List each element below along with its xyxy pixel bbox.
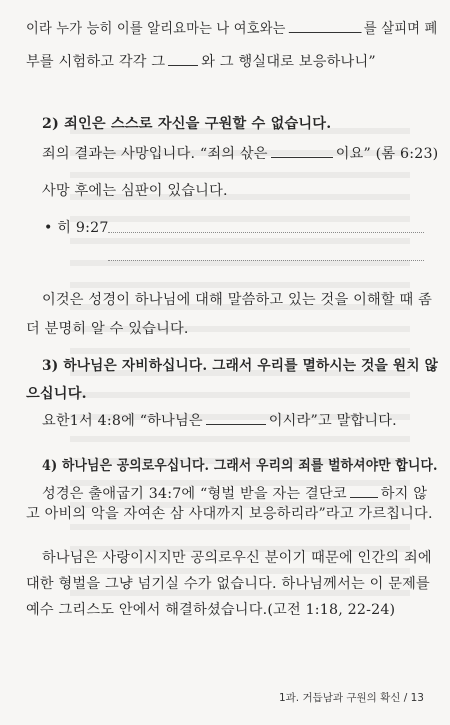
fill-in-blank — [288, 31, 361, 33]
text-line: 더 분명히 알 수 있습니다. — [26, 321, 189, 337]
text-fragment: 를 살피며 폐 — [363, 21, 438, 37]
section-heading: 3) 하나님은 자비하십니다. 그래서 우리를 멸하시는 것을 원치 않 — [42, 358, 439, 374]
text-fragment: 와 그 행실대로 보응하나니” — [201, 54, 376, 70]
text-line: 고 아비의 악을 자여손 삼 사대까지 보응하리라”라고 가르칩니다. — [26, 506, 433, 522]
text-fragment: 하지 않 — [380, 486, 428, 502]
text-line: 이것은 성경이 하나님에 대해 말씀하고 있는 것을 이해할 때 좀 — [42, 292, 433, 308]
section-heading: 2) 죄인은 스스로 자신을 구원할 수 없습니다. — [42, 116, 332, 132]
text-line — [26, 51, 376, 71]
text-fragment: 이요” (롬 6:23) — [335, 146, 439, 162]
text-line — [42, 143, 438, 163]
fill-in-blank — [271, 156, 333, 158]
answer-line — [108, 232, 424, 233]
text-fragment: 성경은 출애굽기 34:7에 “형벌 받을 자는 결단코 — [42, 486, 347, 502]
text-fragment: 요한1서 4:8에 “하나님은 — [42, 413, 203, 429]
text-fragment: 죄의 결과는 사망입니다. “죄의 삯은 — [42, 146, 268, 162]
fill-in-blank — [168, 64, 198, 66]
text-line: 대한 형벌을 그냥 넘기실 수가 없습니다. 하나님께서는 이 문제를 — [26, 576, 430, 592]
fill-in-blank — [206, 423, 266, 425]
text-line: 하나님은 사랑이시지만 공의로우신 분이기 때문에 인간의 죄에 — [42, 550, 432, 566]
text-line — [42, 483, 427, 503]
answer-line — [108, 260, 424, 261]
text-line: 사망 후에는 심판이 있습니다. — [42, 183, 228, 199]
text-fragment: 이라 누가 능히 이를 알리요마는 나 여호와는 — [26, 21, 286, 37]
fill-in-blank — [350, 496, 378, 498]
section-heading-cont: 으십니다. — [26, 386, 87, 402]
text-line — [26, 18, 437, 38]
text-fragment: 부를 시험하고 각각 그 — [26, 54, 166, 70]
text-line: 예수 그리스도 안에서 해결하셨습니다.(고전 1:18, 22-24) — [26, 602, 396, 618]
text-line — [42, 410, 397, 430]
verse-reference: • 히 9:27 — [44, 220, 109, 236]
page-footer: 1과. 거듭남과 구원의 확신 / 13 — [278, 692, 424, 704]
text-fragment: 이시라”고 말합니다. — [268, 413, 397, 429]
section-heading: 4) 하나님은 공의로우십니다. 그래서 우리의 죄를 벌하셔야만 합니다. — [42, 458, 438, 474]
